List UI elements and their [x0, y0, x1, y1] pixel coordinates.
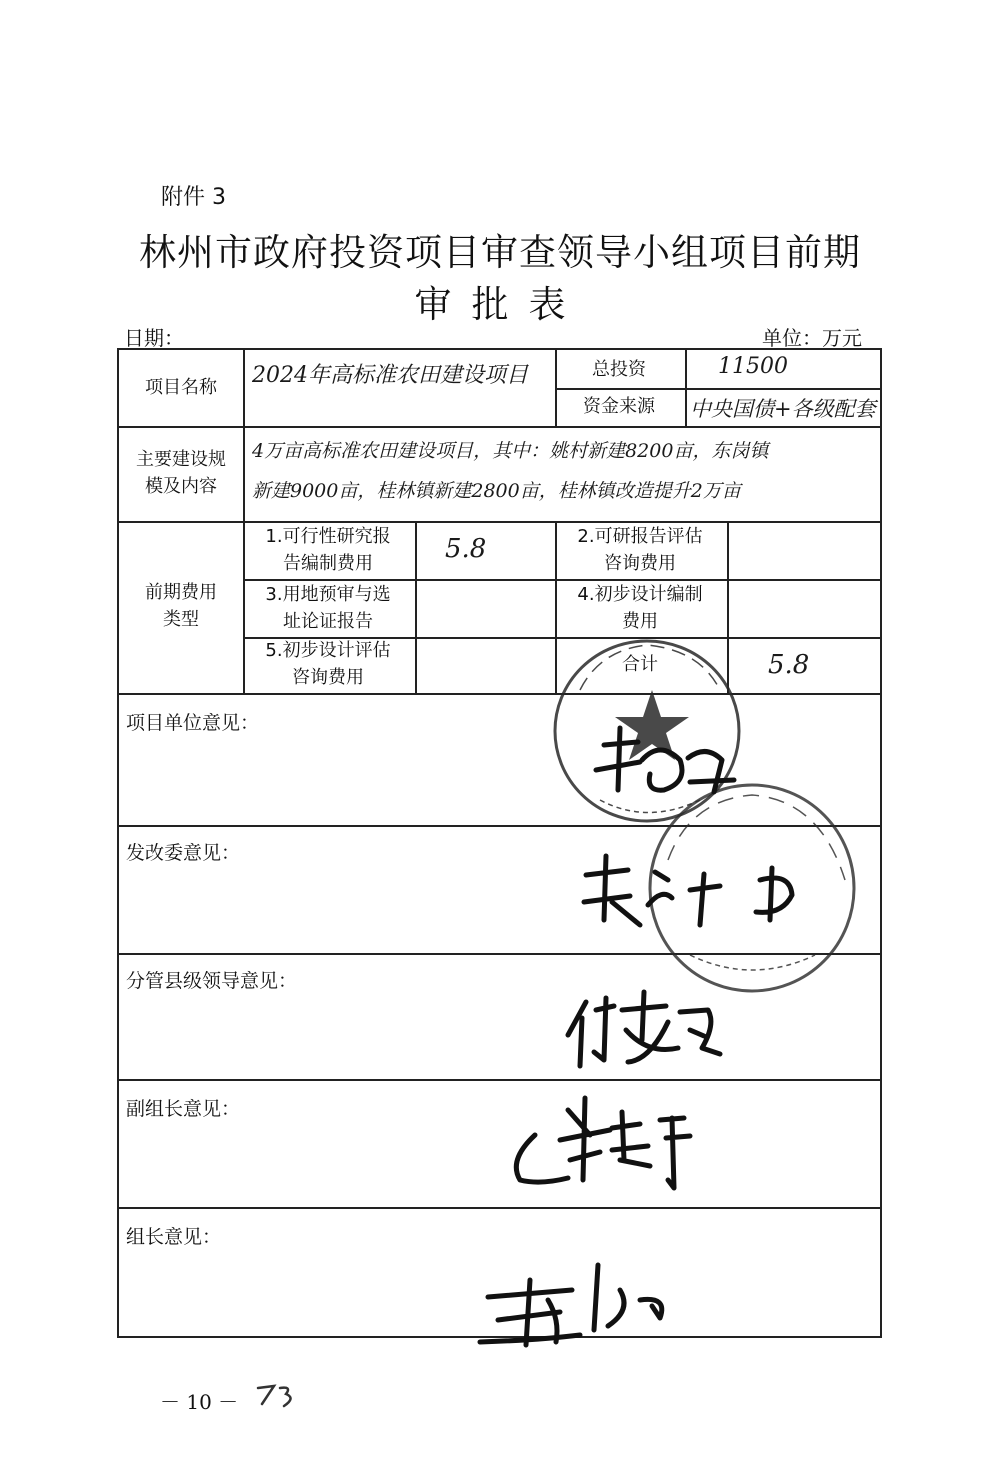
deputy-leader-opinion-label: 副组长意见： — [126, 1098, 241, 1120]
seal-development-reform-commission — [650, 785, 854, 991]
scope-label-line1: 主要建设规 — [136, 448, 226, 470]
fee-label-line1: 4.初步设计编制 — [577, 583, 703, 605]
title-line2: 审批表 — [414, 283, 586, 326]
total-investment-label: 总投资 — [592, 358, 646, 380]
page-number: － 10 － — [160, 1390, 239, 1414]
fee-type-label-line2: 类型 — [163, 609, 199, 630]
funding-source-label: 资金来源 — [583, 395, 655, 417]
fee-label-line2: 告编制费用 — [283, 552, 373, 574]
project-unit-opinion-label: 项目单位意见： — [126, 712, 260, 734]
project-name-label: 项目名称 — [145, 376, 217, 398]
fee-label-line1: 2.可研报告评估 — [577, 525, 703, 547]
unit-label: 单位：万元 — [762, 326, 862, 350]
fee-total-label: 合计 — [622, 653, 658, 675]
fee-label-line2: 咨询费用 — [604, 552, 676, 574]
fee-type-label-line1: 前期费用 — [145, 582, 217, 603]
signature-leader — [480, 1265, 662, 1345]
fee-label-line1: 3.用地预审与选 — [265, 583, 391, 605]
title-line1: 林州市政府投资项目审查领导小组项目前期 — [139, 231, 861, 274]
scope-label-line2: 模及内容 — [145, 475, 217, 497]
fee-label-line1: 1.可行性研究报 — [265, 525, 391, 547]
fee-label-line2: 址论证报告 — [283, 610, 373, 632]
funding-source-value: 中央国债+各级配套 — [690, 397, 876, 421]
fee-total-value: 5.8 — [768, 650, 810, 680]
signature-deputy-leader — [516, 1098, 690, 1188]
ndrc-opinion-label: 发改委意见： — [126, 842, 241, 864]
signature-ndrc — [584, 856, 792, 925]
leader-opinion-label: 组长意见： — [126, 1226, 222, 1248]
total-investment-value: 11500 — [718, 354, 788, 379]
fee-label-line2: 费用 — [622, 610, 658, 632]
attachment-label: 附件 3 — [161, 185, 226, 210]
signature-county-leader — [568, 992, 720, 1066]
fee-label-line1: 5.初步设计评估 — [265, 640, 391, 661]
scope-value-line2: 新建9000亩，桂林镇新建2800亩，桂林镇改造提升2万亩 — [252, 480, 741, 502]
handwritten-number-mark — [258, 1386, 291, 1406]
project-name-value: 2024年高标准农田建设项目 — [252, 363, 528, 388]
date-label: 日期： — [124, 326, 184, 350]
scope-value-line1: 4万亩高标准农田建设项目，其中：姚村新建8200亩，东岗镇 — [252, 440, 769, 462]
county-leader-opinion-label: 分管县级领导意见： — [126, 970, 298, 992]
fee-item-1-value: 5.8 — [445, 534, 487, 564]
fee-label-line2: 咨询费用 — [292, 667, 364, 688]
